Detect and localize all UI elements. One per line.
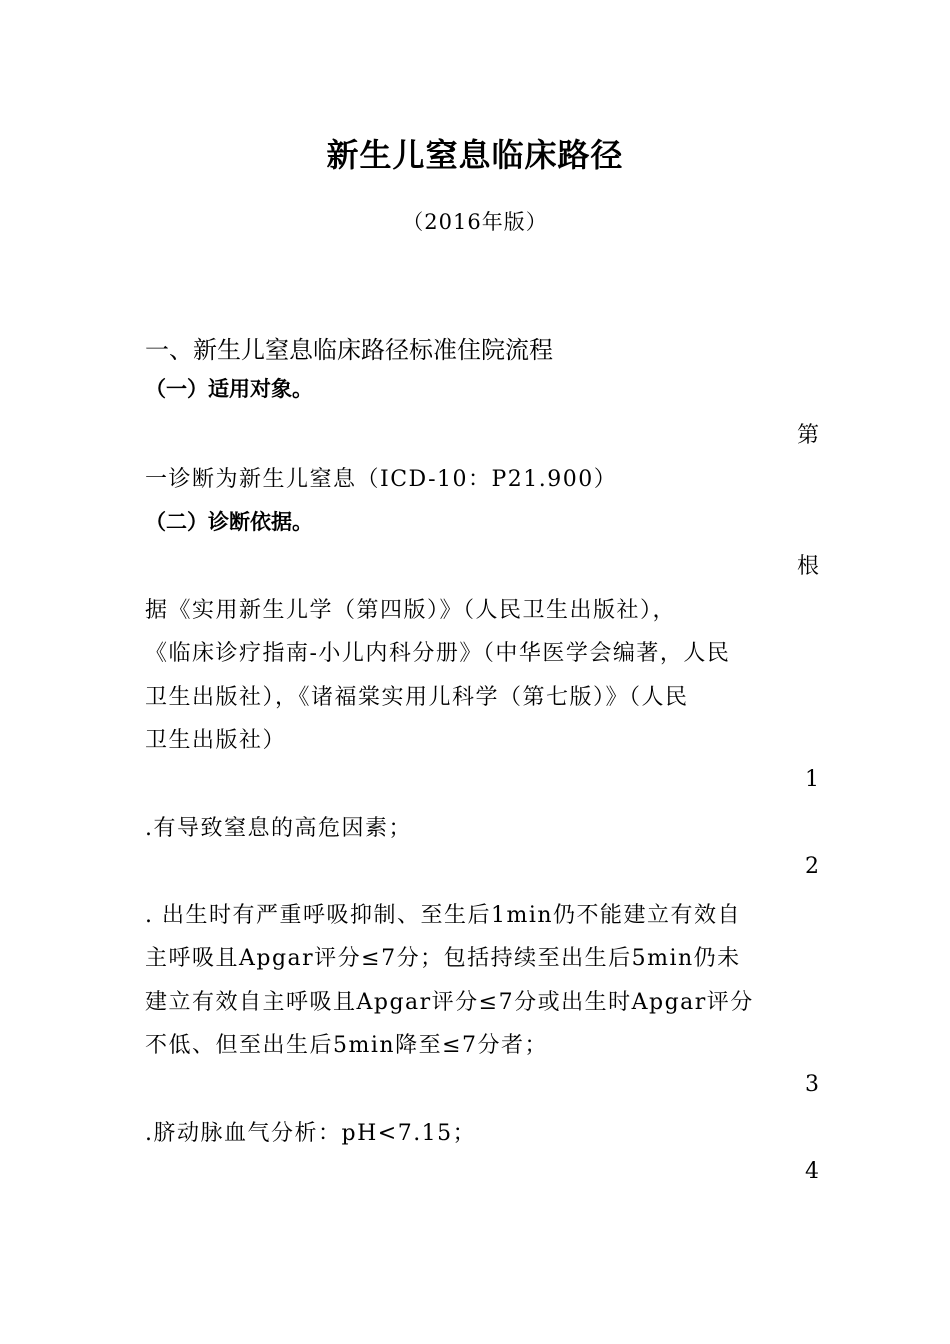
item-number-2: 2 bbox=[805, 854, 819, 879]
item-number-1: 1 bbox=[805, 767, 819, 792]
criterion-item-2-line: . 出生时有严重呼吸抑制、至生后1min仍不能建立有效自 bbox=[145, 903, 742, 928]
subsection-heading-basis: （二）诊断依据。 bbox=[145, 510, 313, 534]
document-title: 新生儿窒息临床路径 bbox=[326, 136, 624, 174]
basis-line: 《临床诊疗指南-小儿内科分册》（中华医学会编著，人民 bbox=[145, 641, 731, 666]
criterion-item-3: .脐动脉血气分析：pH<7.15； bbox=[145, 1121, 477, 1146]
criterion-item-2-line: 建立有效自主呼吸且Apgar评分≤7分或出生时Apgar评分 bbox=[145, 990, 754, 1015]
wrapped-char-first: 第 bbox=[796, 423, 819, 448]
item-number-4: 4 bbox=[805, 1159, 819, 1184]
criterion-item-2-line: 主呼吸且Apgar评分≤7分；包括持续至出生后5min仍未 bbox=[145, 946, 741, 971]
basis-line: 卫生出版社），《诸福棠实用儿科学（第七版）》（人民 bbox=[145, 685, 689, 710]
item-number-3: 3 bbox=[805, 1072, 819, 1097]
criterion-item-1: .有导致窒息的高危因素； bbox=[145, 816, 412, 841]
section-heading: 一、新生儿窒息临床路径标准住院流程 bbox=[145, 336, 553, 364]
subsection-heading-scope: （一）适用对象。 bbox=[145, 377, 313, 401]
basis-line: 卫生出版社） bbox=[145, 728, 287, 753]
criterion-item-2-line: 不低、但至出生后5min降至≤7分者； bbox=[145, 1033, 548, 1058]
document-subtitle: （2016年版） bbox=[402, 210, 548, 234]
wrapped-char-basis: 根 bbox=[796, 554, 819, 579]
basis-line: 据《实用新生儿学（第四版）》（人民卫生出版社）， bbox=[145, 598, 677, 623]
diagnosis-line: 一诊断为新生儿窒息（ICD-10：P21.900） bbox=[145, 467, 618, 492]
